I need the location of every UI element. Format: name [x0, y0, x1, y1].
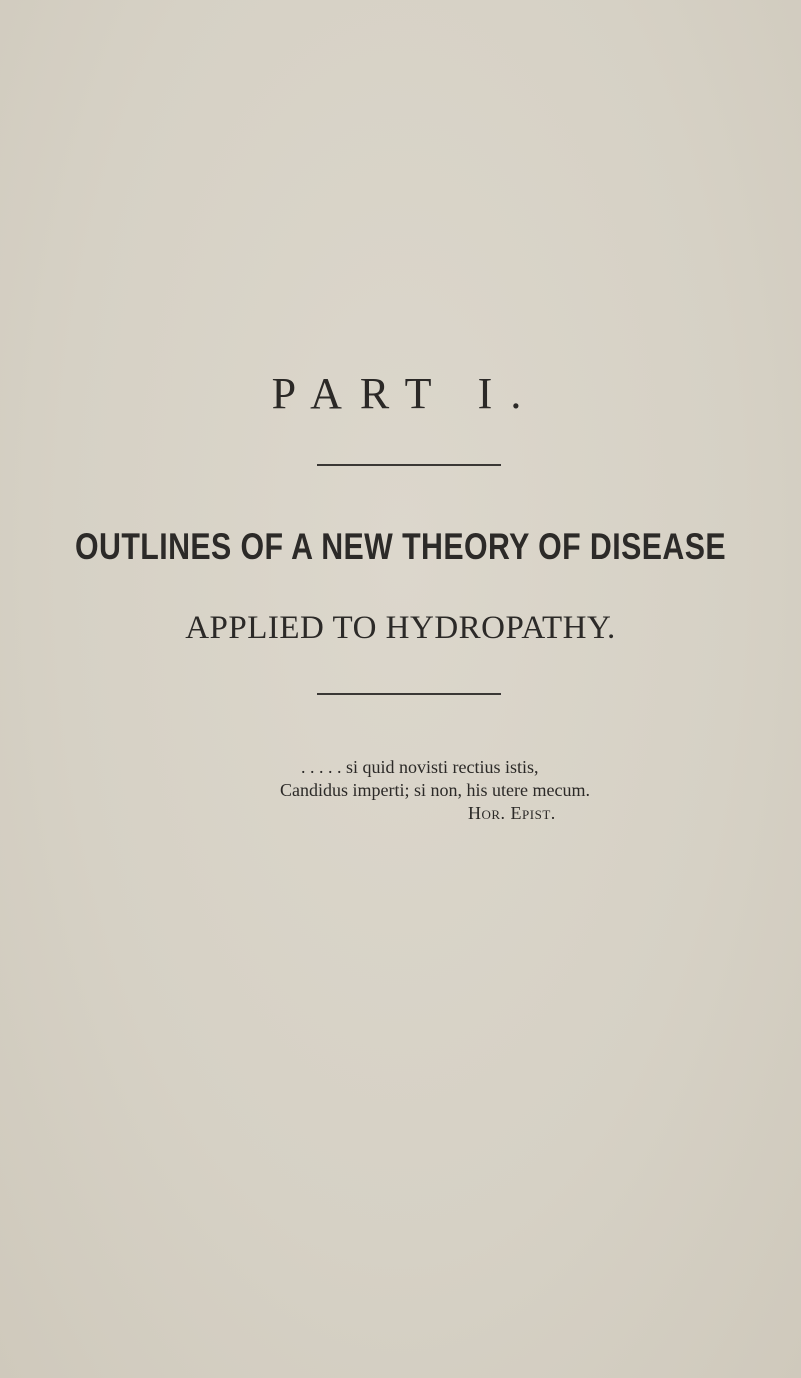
epigraph-attribution: Hor. Epist.	[468, 803, 556, 823]
epigraph-line-1: . . . . . si quid novisti rectius istis,	[301, 757, 539, 777]
part-title: PART I.	[271, 369, 540, 418]
epigraph	[280, 756, 590, 825]
epigraph-line-2: Candidus imperti; si non, his utere mecum.	[280, 780, 590, 800]
bottom-divider	[317, 693, 501, 695]
main-title: OUTLINES OF A NEW THEORY OF DISEASE	[75, 526, 726, 567]
subtitle: APPLIED TO HYDROPATHY.	[185, 610, 616, 646]
top-divider	[317, 464, 501, 466]
